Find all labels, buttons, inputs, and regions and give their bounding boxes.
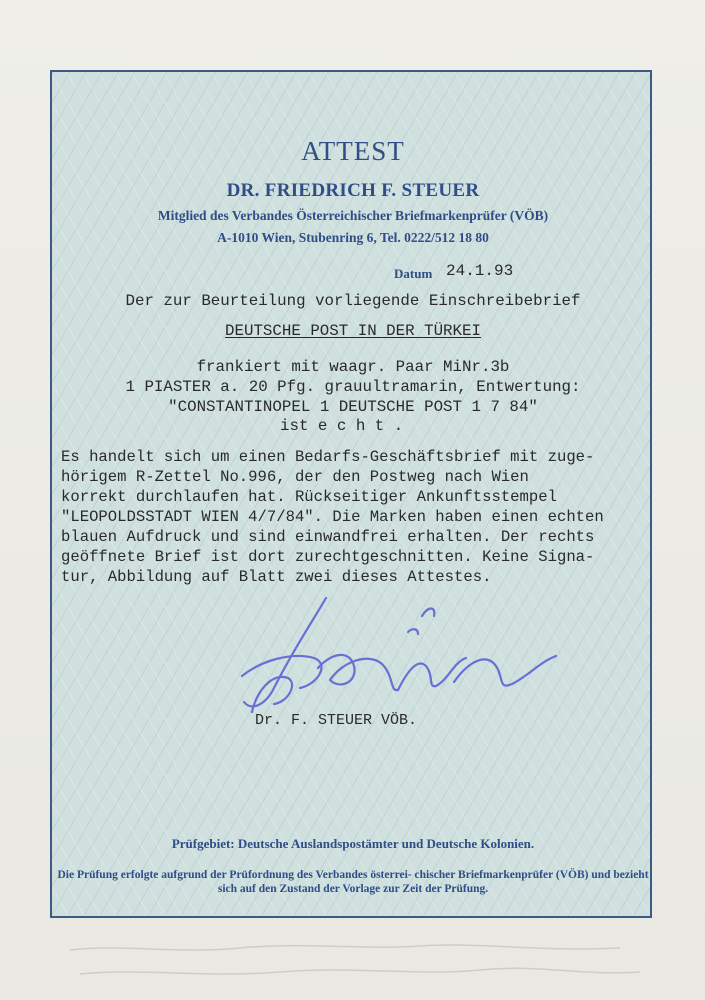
paragraph-line: "LEOPOLDSSTADT WIEN 4/7/84". Die Marken haben einen echten [61, 508, 604, 526]
subject-text: DEUTSCHE POST IN DER TÜRKEI [225, 322, 481, 340]
paragraph-line: Es handelt sich um einen Bedarfs-Geschäftsbrief mit zuge- [61, 448, 595, 466]
date-label: Datum [394, 266, 433, 281]
date-value: 24.1.93 [446, 262, 514, 280]
examination-scope: Prüfgebiet: Deutsche Auslandspostämter und Deutsche Kolonien. [171, 836, 535, 851]
certificate-frame [50, 70, 652, 918]
paragraph-line: korrekt durchlaufen hat. Rückseitiger Ankunftsstempel [61, 488, 557, 506]
examiner-name: DR. FRIEDRICH F. STEUER [226, 180, 480, 201]
signer-name: Dr. F. STEUER VÖB. [255, 712, 418, 729]
franking-line: frankiert mit waagr. Paar MiNr.3b [196, 358, 510, 376]
show-through-handwriting [60, 930, 660, 990]
paragraph-line: tur, Abbildung auf Blatt zwei dieses Attestes. [61, 568, 492, 586]
cancellation-line: "CONSTANTINOPEL 1 DEUTSCHE POST 1 7 84" [168, 398, 538, 416]
membership-line: Mitglied des Verbandes Österreichischer Briefmarkenprüfer (VÖB) [157, 208, 549, 223]
address-line: A-1010 Wien, Stubenring 6, Tel. 0222/512 18 80 [217, 230, 489, 245]
paragraph-line: blauen Aufdruck und sind einwandfrei erhalten. Der rechts [61, 528, 595, 546]
certificate-title: ATTEST [301, 136, 405, 166]
verdict-line: ist e c h t . [280, 417, 404, 435]
subject-line [52, 322, 652, 340]
disclaimer-text: Die Prüfung erfolgte aufgrund der Prüfordnung des Verbandes österrei- chischer Briefmarkenprüfer (VÖB) und bezieht sich auf den Zustand der Vorlage zur Zeit der Prüfung. [57, 869, 649, 895]
paragraph-line: geöffnete Brief ist dort zurechtgeschnitten. Keine Signa- [61, 548, 595, 566]
intro-line: Der zur Beurteilung vorliegende Einschreibebrief [125, 292, 581, 310]
handwritten-signature [222, 592, 562, 722]
paragraph-line: hörigem R-Zettel No.996, der den Postweg nach Wien [61, 468, 529, 486]
stamp-description-line: 1 PIASTER a. 20 Pfg. grauultramarin, Entwertung: [125, 378, 581, 396]
